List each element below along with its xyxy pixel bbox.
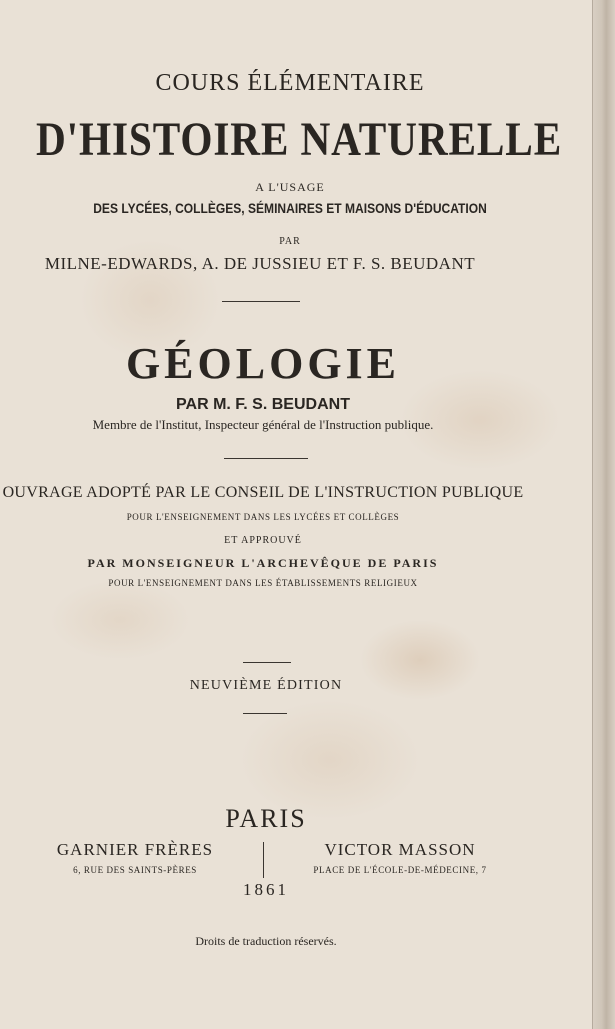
publisher-right-address: PLACE DE L'ÉCOLE-DE-MÉDECINE, 7 — [313, 865, 487, 875]
par-label: PAR — [279, 236, 301, 247]
authors-line: MILNE-EDWARDS, A. DE JUSSIEU ET F. S. BEUDANT — [44, 254, 476, 273]
rights-notice: Droits de traduction réservés. — [195, 934, 337, 948]
divider-rule — [243, 662, 291, 663]
adoption-line: OUVRAGE ADOPTÉ PAR LE CONSEIL DE L'INSTRUCTION PUBLIQUE — [2, 484, 524, 501]
adoption-purpose: POUR L'ENSEIGNEMENT DANS LES LYCÉES ET COLLÈGES — [126, 512, 400, 522]
volume-title: GÉOLOGIE — [125, 339, 401, 388]
usage-prefix: A L'USAGE — [255, 180, 325, 194]
approval-by: PAR MONSEIGNEUR L'ARCHEVÊQUE DE PARIS — [87, 556, 439, 570]
approval-prefix: ET APPROUVÉ — [224, 535, 302, 546]
imprint-city: PARIS — [225, 804, 307, 833]
main-title: D'HISTOIRE NATURELLE — [36, 113, 563, 166]
volume-author-role: Membre de l'Institut, Inspecteur général de l'Instruction publique. — [92, 417, 434, 432]
usage-line: DES LYCÉES, COLLÈGES, SÉMINAIRES ET MAISONS D'ÉDUCATION — [93, 200, 487, 216]
publisher-right-name: VICTOR MASSON — [324, 840, 476, 859]
publisher-left-name: GARNIER FRÈRES — [56, 840, 214, 859]
series-title: COURS ÉLÉMENTAIRE — [155, 70, 425, 96]
publisher-separator — [263, 842, 264, 878]
divider-rule — [243, 713, 287, 714]
imprint-year: 1861 — [243, 880, 289, 899]
divider-rule — [224, 458, 308, 459]
approval-purpose: POUR L'ENSEIGNEMENT DANS LES ÉTABLISSEMENTS RELIGIEUX — [108, 578, 418, 588]
divider-rule — [222, 301, 300, 302]
volume-author: PAR M. F. S. BEUDANT — [176, 396, 350, 413]
publisher-right — [290, 840, 510, 875]
edition-line: NEUVIÈME ÉDITION — [189, 678, 343, 693]
publisher-left — [30, 840, 240, 875]
page-edge — [592, 0, 615, 1029]
publisher-left-address: 6, RUE DES SAINTS-PÈRES — [73, 865, 197, 875]
